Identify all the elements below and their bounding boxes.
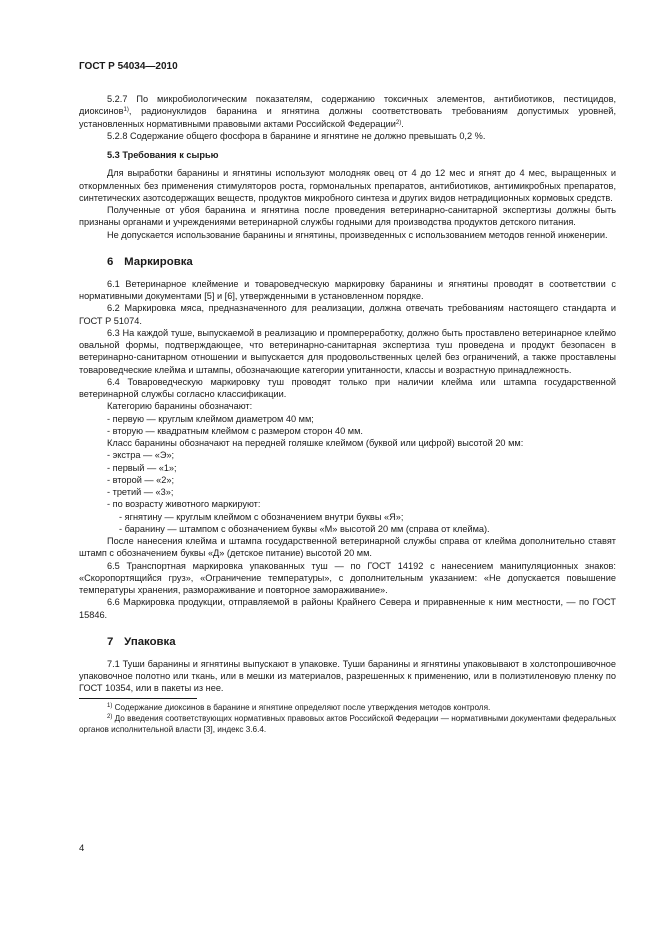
list-item: - ягнятину — круглым клеймом с обозначением внутри буквы «Я»; — [119, 511, 404, 522]
paragraph-6-1: 6.1 Ветеринарное клеймение и товароведческую маркировку баранины и ягнятины проводят в соответствии с нормативными документами [5] и [6], утвержденными в установленном порядке. — [79, 278, 616, 301]
footnote-1: $^{1)}$ Содержание диоксинов в баранине и ягнятине определяют после утверждения методов контроля. — [107, 702, 491, 712]
paragraph-6-6: 6.6 Маркировка продукции, отправляемой в районы Крайнего Севера и приравненные к ним местности, — по ГОСТ 15846. — [79, 597, 616, 620]
list-item: - первую — круглым клеймом диаметром 40 мм; — [107, 413, 314, 424]
paragraph-6-5: 6.5 Транспортная маркировка упакованных туш — по ГОСТ 14192 с нанесением манипуляционных знаков: «Скоропортящийся груз», «Ограничение температуры», с дополнительным указанием: «Не допускается повышение температуры хранения, размораживание и повторное замораживание». — [79, 560, 616, 595]
document-body — [79, 93, 616, 735]
class-intro: Класс баранины обозначают на передней голяшке клеймом (буквой или цифрой) высотой 20 мм: — [107, 438, 524, 448]
list-item: - второй — «2»; — [107, 474, 175, 485]
category-intro: Категорию баранины обозначают: — [107, 401, 253, 412]
section-heading-6: 6 Маркировка — [107, 255, 193, 268]
list-item: - вторую — квадратным клеймом с размером сторон 40 мм. — [107, 425, 363, 436]
paragraph-5-2-8: 5.2.8 Содержание общего фосфора в баранине и ягнятине не должно превышать 0,2 %. — [107, 130, 486, 141]
paragraph-7-1: 7.1 Туши баранины и ягнятины выпускают в упаковке. Туши баранины и ягнятины упаковывают в холстопрошивочное упаковочное полотно или ткань, или в мешки из материалов, разрешенных к применению, или в полиэтиленовую пленку по ГОСТ 10354, или в пакеты из нее. — [79, 658, 616, 694]
subsection-heading-5-3: 5.3 Требования к сырью — [107, 150, 219, 160]
list-item: - третий — «3»; — [107, 487, 174, 497]
footnote-ref-2: 2) — [395, 119, 402, 126]
list-item: - первый — «1»; — [107, 462, 177, 473]
page-number: 4 — [79, 843, 85, 854]
footnote-ref-1: 1) — [123, 107, 129, 114]
paragraph-6-3: 6.3 На каждой туше, выпускаемой в реализацию и промпереработку, должно быть проставлено ветеринарное клеймо овальной формы, подтверждающее, что ветеринарно-санитарная экспертиза туш проведена и продукт безопасен в ветеринарно-санитарном отношении и выпускается для продовольственных целей без ограничений, а также проставлены товароведческие клейма и штампы, обозначающие категории упитанности, классы и возрастную принадлежность. — [79, 327, 616, 375]
paragraph-stamp-d: После нанесения клейма и штампа государственной ветеринарной службы справа от клейма дополнительно ставят штамп с обозначением буквы «Д» (детское питание) высотой 20 мм. — [79, 536, 616, 559]
document-header: ГОСТ Р 54034—2010 — [79, 61, 178, 72]
paragraph-6-4: 6.4 Товароведческую маркировку туш проводят только при наличии клейма или штампа государственной ветеринарной службы согласно классификации. — [79, 376, 616, 399]
list-item: - баранину — штампом с обозначением буквы «М» высотой 20 мм (справа от клейма). — [119, 523, 490, 534]
paragraph-5-3-c: Не допускается использование баранины и ягнятины, произведенных с использованием методов генной инженерии. — [107, 229, 608, 240]
paragraph-5-3-b: Полученные от убоя баранина и ягнятина после проведения ветеринарно-санитарной экспертизы должны быть признаны органами и учреждениями ветеринарной службы годными для производства продуктов детского питания. — [79, 205, 616, 228]
footnote-separator — [79, 698, 197, 699]
list-item: - по возрасту животного маркируют: — [107, 499, 261, 510]
footnote-2: $^{2)}$ До введения соответствующих нормативных правовых актов Российской Федерации — нормативными документами федеральных органов исполнительной власти [3], индекс 3.6.4. — [79, 713, 616, 734]
paragraph-6-2: 6.2 Маркировка мяса, предназначенного для реализации, должна отвечать требованиям настоящего стандарта и ГОСТ Р 51074. — [79, 303, 616, 326]
section-heading-7: 7 Упаковка — [107, 635, 176, 648]
list-item: - экстра — «Э»; — [107, 450, 175, 461]
paragraph-5-3-a: Для выработки баранины и ягнятины используют молодняк овец от 4 до 12 мес и ягнят до 4 мес, выращенных и откормленных без применения стимуляторов роста, гормональных препаратов, антибиотиков, антимикробных препаратов, синтетических азотсодержащих веществ, продуктов микробного синтеза и других видов нетрадиционных кормовых средств. — [79, 168, 616, 203]
paragraph-5-2-7: 5.2.7 По микробиологическим показателям, содержанию токсичных элементов, антибиотиков, пестицидов, диоксинов$^{1)}$, радионуклидов баранина и ягнятина должны соответствовать требованиям допустимых уровней, установленных нормативными правовыми актами Российской Федерации$^{2)}$. — [79, 94, 616, 129]
